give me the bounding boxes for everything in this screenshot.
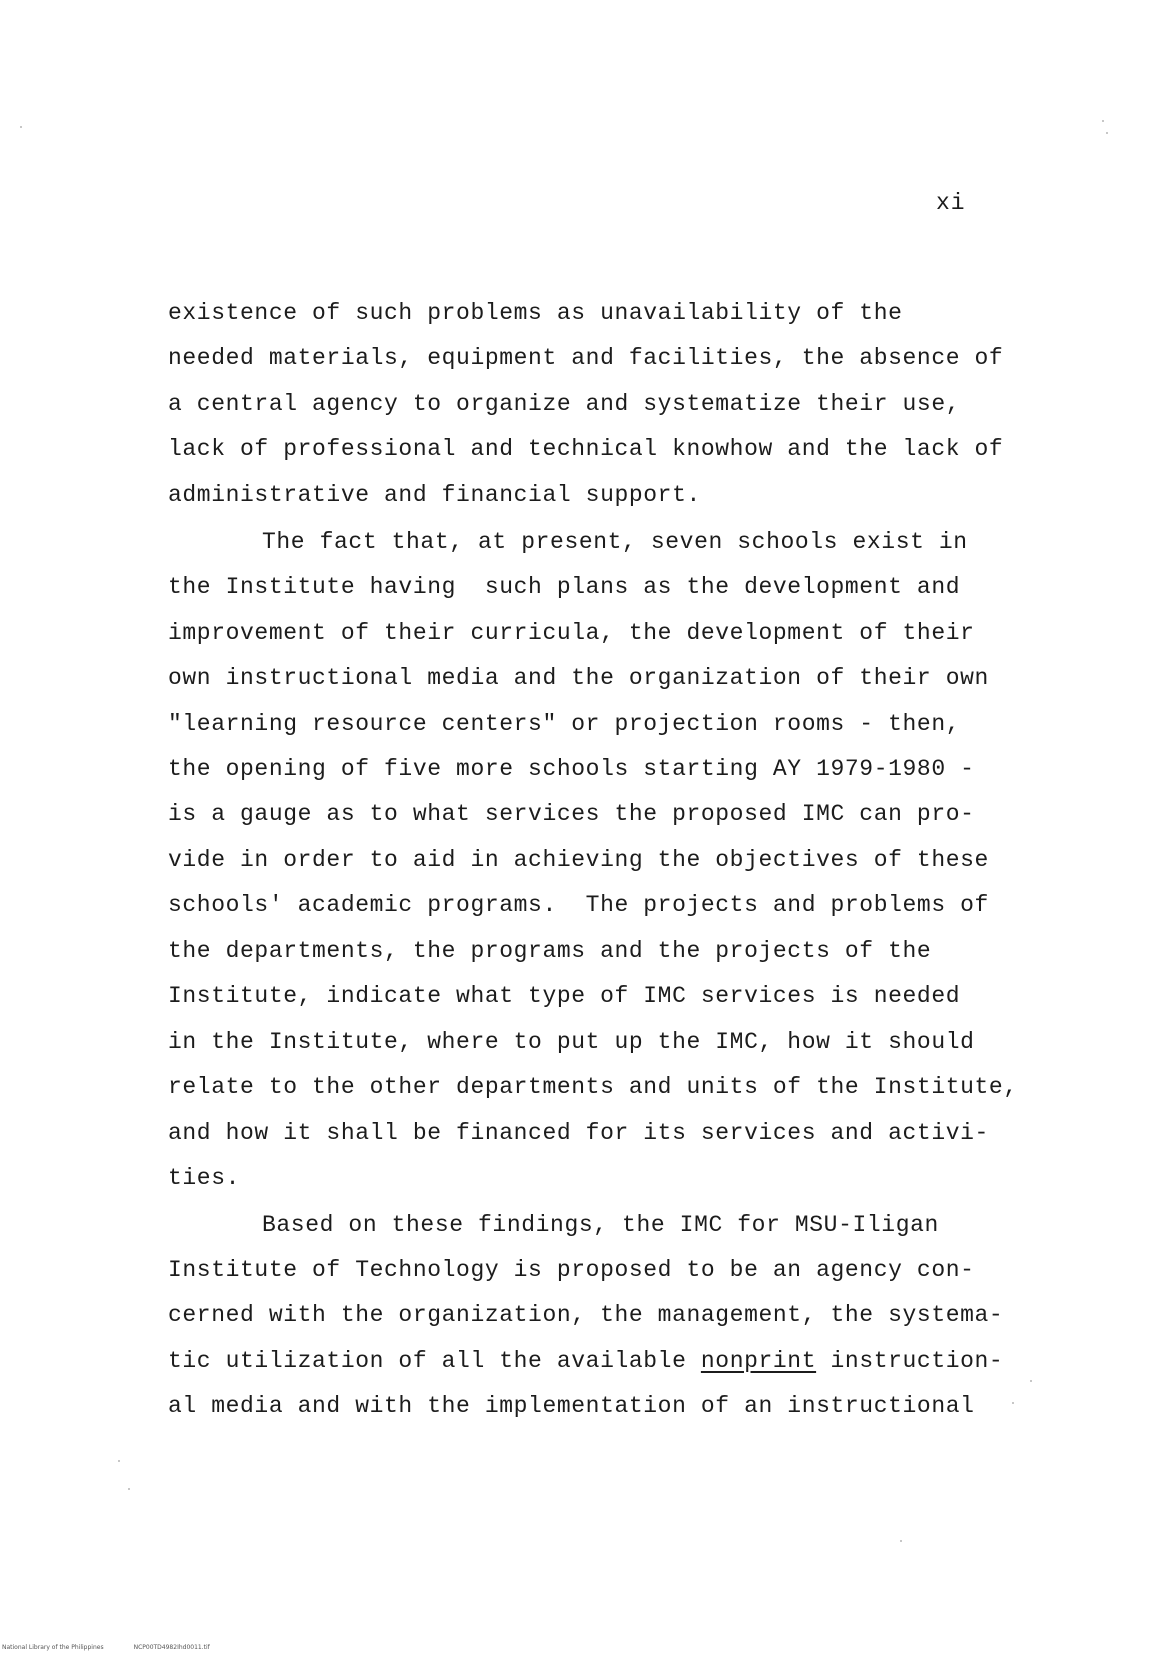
scan-speck bbox=[1106, 132, 1108, 134]
paragraph2-line-3: improvement of their curricula, the development of their bbox=[168, 620, 975, 646]
paragraph2-line-9: schools' academic programs. The projects and problems of bbox=[168, 892, 989, 918]
paragraph3-line-4 bbox=[168, 1346, 1003, 1376]
paragraph1-line-2: needed materials, equipment and facilities, the absence of bbox=[168, 345, 1004, 371]
paragraph2-line-4: own instructional media and the organization of their own bbox=[168, 665, 989, 691]
paragraph2-line-1: The fact that, at present, seven schools exist in bbox=[262, 529, 968, 555]
paragraph2-line-6: the opening of five more schools starting AY 1979-1980 - bbox=[168, 756, 975, 782]
paragraph2-line-13: relate to the other departments and units of the Institute, bbox=[168, 1074, 1018, 1100]
page-number: xi bbox=[936, 190, 966, 216]
paragraph3-line-4-end: instruction- bbox=[816, 1348, 1004, 1374]
paragraph3-line-1: Based on these findings, the IMC for MSU-Iligan bbox=[262, 1212, 939, 1238]
paragraph2-line-8: vide in order to aid in achieving the objectives of these bbox=[168, 847, 989, 873]
scan-speck bbox=[1030, 1380, 1032, 1382]
scan-speck bbox=[118, 1460, 120, 1462]
scan-speck bbox=[20, 126, 22, 128]
paragraph1-line-4: lack of professional and technical knowhow and the lack of bbox=[168, 436, 1004, 462]
paragraph1-line-1: existence of such problems as unavailability of the bbox=[168, 300, 903, 326]
scan-speck bbox=[128, 1488, 130, 1490]
paragraph2-line-14: and how it shall be financed for its services and activi- bbox=[168, 1120, 989, 1146]
paragraph3-line-4-start: tic utilization of all the available bbox=[168, 1348, 701, 1374]
paragraph2-line-11: Institute, indicate what type of IMC services is needed bbox=[168, 983, 961, 1009]
paragraph2-line-12: in the Institute, where to put up the IMC, how it should bbox=[168, 1029, 975, 1055]
paragraph1-line-5: administrative and financial support. bbox=[168, 482, 701, 508]
scan-speck bbox=[1012, 1402, 1014, 1404]
scan-speck bbox=[900, 1540, 902, 1542]
scan-footer bbox=[2, 1644, 240, 1651]
paragraph2-line-10: the departments, the programs and the projects of the bbox=[168, 938, 932, 964]
paragraph2-line-7: is a gauge as to what services the proposed IMC can pro- bbox=[168, 801, 975, 827]
scan-speck bbox=[1102, 120, 1104, 122]
paragraph1-line-3: a central agency to organize and systematize their use, bbox=[168, 391, 961, 417]
paragraph2-line-15: ties. bbox=[168, 1165, 241, 1191]
footer-library: National Library of the Philippines bbox=[2, 1644, 104, 1651]
paragraph3-line-5: al media and with the implementation of an instructional bbox=[168, 1393, 975, 1419]
paragraph2-line-5: "learning resource centers" or projection rooms - then, bbox=[168, 711, 961, 737]
paragraph3-line-2: Institute of Technology is proposed to be an agency con- bbox=[168, 1257, 975, 1283]
paragraph2-line-2: the Institute having such plans as the development and bbox=[168, 574, 961, 600]
footer-file-id: NCP00TD4982Ihd0011.tif bbox=[133, 1644, 210, 1651]
paragraph3-line-3: cerned with the organization, the management, the systema- bbox=[168, 1302, 1004, 1328]
underlined-word: nonprint bbox=[700, 1348, 817, 1374]
